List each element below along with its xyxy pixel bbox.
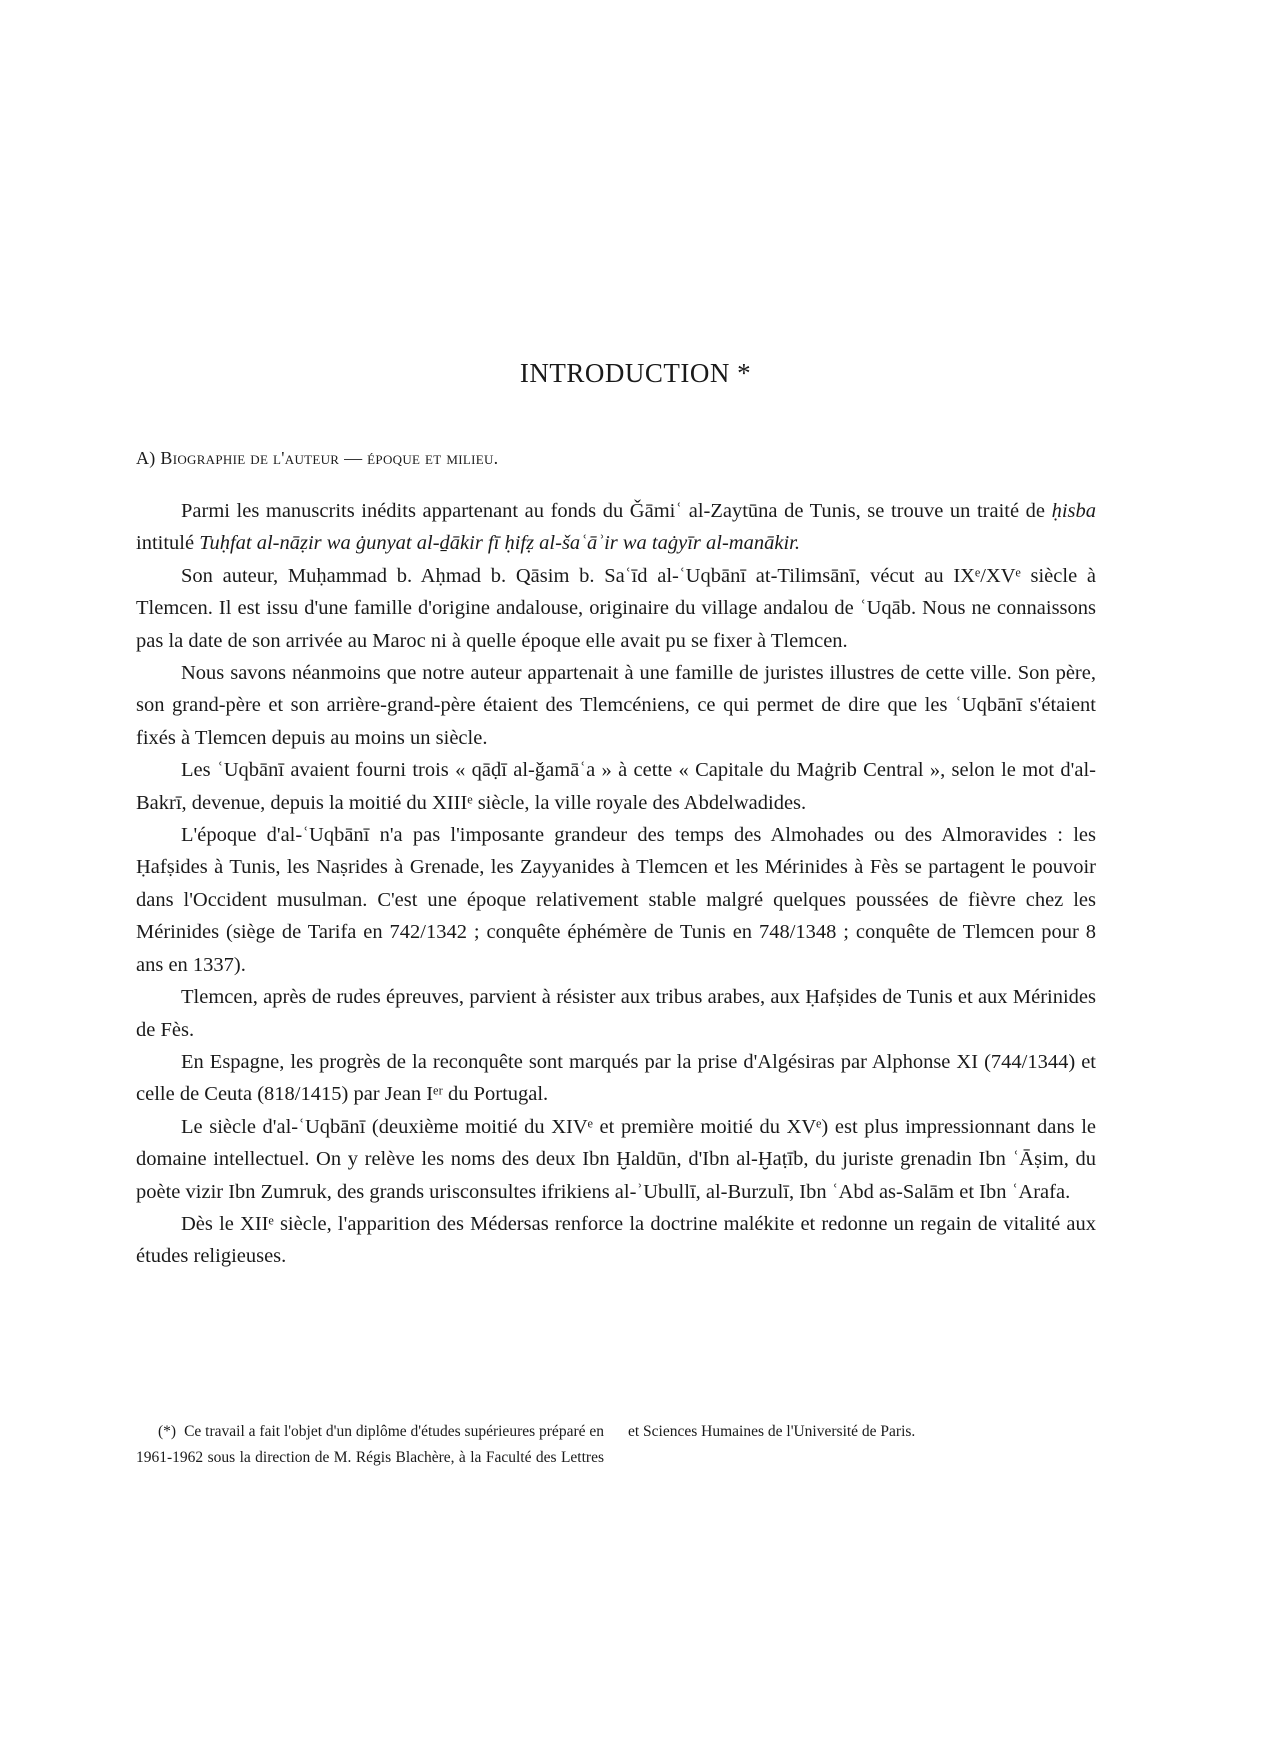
paragraph-2: Son auteur, Muḥammad b. Aḥmad b. Qāsim b. Saʿīd al-ʿUqbānī at-Tilimsānī, vécut au IXᵉ/XVᵉ siècle à Tlemcen. Il est issu d'une famille d'origine andalouse, originaire du village andalou de ʿUqāb. Nous ne connaissons pas la date de son arrivée au Maroc ni à quelle époque elle avait pu se fixer à Tlemcen. bbox=[136, 564, 1096, 652]
footnote-text: Ce travail a fait l'objet d'un diplôme d'études supérieures préparé en 1961-1962 sous la direction de M. Régis Blachère, à la Faculté des Lettres et Sciences Humaines de l'Université de Paris. bbox=[136, 1423, 916, 1466]
treatise-title: Tuḥfat al-nāẓir wa ġunyat al-ḏākir fī ḥifẓ al-šaʿāʾir wa taġyīr al-manākir. bbox=[199, 532, 800, 555]
paragraph-1 bbox=[136, 495, 1096, 560]
page-title: INTRODUCTION * bbox=[519, 358, 752, 388]
paragraph-6: Tlemcen, après de rudes épreuves, parvient à résister aux tribus arabes, aux Ḥafṣides de Tunis et aux Mérinides de Fès. bbox=[136, 986, 1096, 1041]
footnote bbox=[136, 1419, 1096, 1471]
term-hisba: ḥisba bbox=[1051, 500, 1096, 522]
footnote-marker: (*) bbox=[158, 1423, 177, 1440]
section-heading: A) Biographie de l'auteur — époque et milieu. bbox=[136, 448, 499, 468]
paragraph-5: L'époque d'al-ʿUqbānī n'a pas l'imposante grandeur des temps des Almohades ou des Almoravides : les Ḥafṣides à Tunis, les Naṣrides à Grenade, les Zayyanides à Tlemcen et les Mérinides à Fès se partagent le pouvoir dans l'Occident musulman. C'est une époque relativement stable malgré quelques poussées de fièvre chez les Mérinides (siège de Tarifa en 742/1342 ; conquête éphémère de Tunis en 748/1348 ; conquête de Tlemcen pour 8 ans en 1337). bbox=[136, 824, 1096, 976]
paragraph-7: En Espagne, les progrès de la reconquête sont marqués par la prise d'Algésiras par Alphonse XI (744/1344) et celle de Ceuta (818/1415) par Jean Iᵉʳ du Portugal. bbox=[136, 1050, 1096, 1106]
paragraph-4: Les ʿUqbānī avaient fourni trois « qāḍī al-ǧamāʿa » à cette « Capitale du Maġrib Central », selon le mot d'al-Bakrī, devenue, depuis la moitié du XIIIᵉ siècle, la ville royale des Abdelwadides. bbox=[136, 759, 1096, 814]
paragraph-8: Le siècle d'al-ʿUqbānī (deuxième moitié du XIVᵉ et première moitié du XVᵉ) est plus impressionnant dans le domaine intellectuel. On y relève les noms des deux Ibn Ḫaldūn, d'Ibn al-Ḫaṭīb, du juriste grenadin Ibn ʿĀṣim, du poète vizir Ibn Zumruk, des grands urisconsultes ifrikiens al-ʾUbullī, al-Burzulī, Ibn ʿAbd as-Salām et Ibn ʿArafa. bbox=[136, 1115, 1096, 1203]
paragraph-3: Nous savons néanmoins que notre auteur appartenait à une famille de juristes illustres de cette ville. Son père, son grand-père et son arrière-grand-père étaient des Tlemcéniens, ce qui permet de dire que les ʿUqbānī s'étaient fixés à Tlemcen depuis au moins un siècle. bbox=[136, 662, 1096, 749]
body-text bbox=[136, 495, 1096, 1273]
paragraph-1-middle: intitulé bbox=[136, 532, 200, 555]
paragraph-9: Dès le XIIᵉ siècle, l'apparition des Médersas renforce la doctrine malékite et redonne un regain de vitalité aux études religieuses. bbox=[136, 1212, 1096, 1268]
paragraph-1-text: Parmi les manuscrits inédits appartenant au fonds du Ǧāmiʿ al-Zaytūna de Tunis, se trouve un traité de bbox=[181, 500, 1052, 522]
